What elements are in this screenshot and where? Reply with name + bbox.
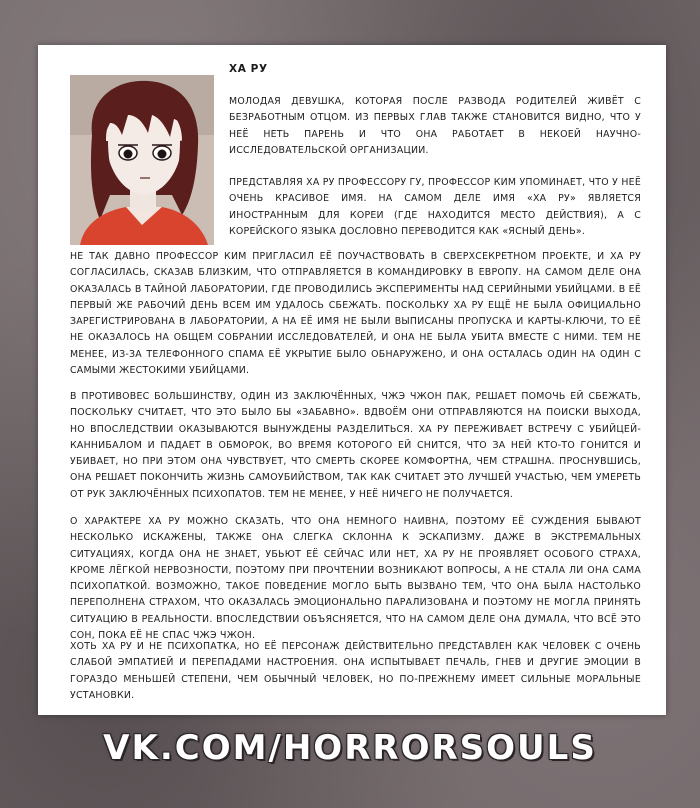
paragraph-project: НЕ ТАК ДАВНО ПРОФЕССОР КИМ ПРИГЛАСИЛ ЕЁ ПОУЧАСТВОВАТЬ В СВЕРХСЕКРЕТНОМ ПРОЕКТЕ, И ХА РУ СОГЛАСИЛАСЬ, СКАЗАВ БЛИЗКИМ, ЧТО ОТПРАВЛЯЕТСЯ В КОМАНДИРОВКУ В ЕВРОПУ. НА САМОМ ДЕЛЕ ОНА ОКАЗАЛАСЬ В ТАЙНОЙ ЛАБОРАТОРИИ, ГДЕ ПРОВОДИЛИСЬ ЭКСПЕРИМЕНТЫ НАД СЕРИЙНЫМИ УБИЙЦАМИ. В ЕЁ ПЕРВЫЙ ЖЕ РАБОЧИЙ ДЕНЬ ВСЕМ ИМ УДАЛОСЬ СБЕЖАТЬ. ПОСКОЛЬКУ ХА РУ ЕЩЁ НЕ БЫЛА ОФИЦИАЛЬНО ЗАРЕГИСТРИРОВАНА В ЛАБОРАТОРИИ, А НА ЕЁ ИМЯ НЕ БЫЛИ ВЫПИСАНЫ ПРОПУСКА И КАРТЫ-КЛЮЧИ, ТО ЕЁ НЕ ОКАЗАЛОСЬ НА ОБЩЕМ СОБРАНИИ ИССЛЕДОВАТЕЛЕЙ, И ОНА НЕ БЫЛА УБИТА ВМЕСТЕ С НИМИ. ТЕМ НЕ МЕНЕЕ, ИЗ-ЗА ТЕЛЕФОННОГО СПАМА ЕЁ УКРЫТИЕ БЫЛО ОБНАРУЖЕНО, И ОНА ОСТАЛАСЬ ОДИН НА ОДИН С САМЫМИ ЖЕСТОКИМИ УБИЙЦАМИ. xyxy=(70,251,641,377)
character-portrait xyxy=(70,75,214,245)
paragraph-empathy: ХОТЬ ХА РУ И НЕ ПСИХОПАТКА, НО ЕЁ ПЕРСОНАЖ ДЕЙСТВИТЕЛЬНО ПРЕДСТАВЛЕН КАК ЧЕЛОВЕК С ОЧЕНЬ СЛАБОЙ ЭМПАТИЕЙ И ПЕРЕПАДАМИ НАСТРОЕНИЯ. ОНА ИСПЫТЫВАЕТ ПЕЧАЛЬ, ГНЕВ И ДРУГИЕ ЭМОЦИИ В ГОРАЗДО МЕНЬШЕЙ СТЕПЕНИ, ЧЕМ ОБЫЧНЫЙ ЧЕЛОВЕК, НО ПО-ПРЕЖНЕМУ ИМЕЕТ СИЛЬНЫЕ МОРАЛЬНЫЕ УСТАНОВКИ. xyxy=(70,641,641,701)
character-name-heading: ХА РУ xyxy=(229,63,268,75)
paragraph-character: О ХАРАКТЕРЕ ХА РУ МОЖНО СКАЗАТЬ, ЧТО ОНА НЕМНОГО НАИВНА, ПОЭТОМУ ЕЁ СУЖДЕНИЯ БЫВАЮТ НЕСКОЛЬКО ИСКАЖЕНЫ, ТАКЖЕ ОНА СЛЕГКА СКЛОННА К ЭСКАПИЗМУ. ДАЖЕ В ЭКСТРЕМАЛЬНЫХ СИТУАЦИЯХ, КОГДА ОНА НЕ ЗНАЕТ, УБЬЮТ ЕЁ СЕЙЧАС ИЛИ НЕТ, ХА РУ НЕ ПРОЯВЛЯЕТ ОСОБОГО СТРАХА, КРОМЕ ЛЁГКОЙ НЕРВОЗНОСТИ, ПОЭТОМУ ПРИ ПРОЧТЕНИИ ВОЗНИКАЮТ ВОПРОСЫ, А НЕ СТАЛА ЛИ ОНА САМА ПСИХОПАТКОЙ. ВОЗМОЖНО, ТАКОЕ ПОВЕДЕНИЕ МОГЛО БЫТЬ ВЫЗВАНО ТЕМ, ЧТО ОНА БЫЛА НАСТОЛЬКО ПЕРЕПОЛНЕНА СТРАХОМ, ЧТО ОКАЗАЛАСЬ ЭМОЦИОНАЛЬНО ПАРАЛИЗОВАНА И ПОЭТОМУ НЕ МОГЛА ПРИНЯТЬ СИТУАЦИЮ В РЕАЛЬНОСТИ. ВПОСЛЕДСТВИИ ОБЪЯСНЯЕТСЯ, ЧТО НА САМОМ ДЕЛЕ ОНА ДУМАЛА, ЧТО ВСЁ ЭТО СОН, ПОКА ЕЁ НЕ СПАС ЧЖЭ ЧЖОН. xyxy=(70,516,641,642)
paragraph-escape: В ПРОТИВОВЕС БОЛЬШИНСТВУ, ОДИН ИЗ ЗАКЛЮЧЁННЫХ, ЧЖЭ ЧЖОН ПАК, РЕШАЕТ ПОМОЧЬ ЕЙ СБЕЖАТЬ, ПОСКОЛЬКУ СЧИТАЕТ, ЧТО ЭТО БЫЛО БЫ «ЗАБАВНО». ВДВОЁМ ОНИ ОТПРАВЛЯЮТСЯ НА ПОИСКИ ВЫХОДА, НО ВПОСЛЕДСТВИИ ОКАЗЫВАЮТСЯ ВЫНУЖДЕНЫ РАЗДЕЛИТЬСЯ. ХА РУ ПЕРЕЖИВАЕТ ВСТРЕЧУ С УБИЙЦЕЙ-КАННИБАЛОМ И ПАДАЕТ В ОБМОРОК, ВО ВРЕМЯ КОТОРОГО ЕЙ СНИТСЯ, ЧТО ЗА НЕЙ КТО-ТО ГОНИТСЯ И УБИВАЕТ, НО ПРИ ЭТОМ ОНА ЧУВСТВУЕТ, ЧТО СМЕРТЬ СКОРЕЕ КОМФОРТНА, ЧЕМ СТРАШНА. ПРОСНУВШИСЬ, ОНА РЕШАЕТ ПОКОНЧИТЬ ЖИЗНЬ САМОУБИЙСТВОМ, ТАК КАК СЧИТАЕТ ЭТО ЛУЧШЕЙ УЧАСТЬЮ, ЧЕМ УМЕРЕТЬ ОТ РУК ЗАКЛЮЧЁННЫХ ПСИХОПАТОВ. ТЕМ НЕ МЕНЕЕ, У НЕЁ НИЧЕГО НЕ ПОЛУЧАЕТСЯ. xyxy=(70,391,641,500)
paragraph-name-meaning: ПРЕДСТАВЛЯЯ ХА РУ ПРОФЕССОРУ ГУ, ПРОФЕССОР КИМ УПОМИНАЕТ, ЧТО У НЕЁ ОЧЕНЬ КРАСИВОЕ ИМЯ. НА САМОМ ДЕЛЕ ИМЯ «ХА РУ» ЯВЛЯЕТСЯ ИНОСТРАННЫМ ДЛЯ КОРЕИ (ГДЕ НАХОДИТСЯ МЕСТО ДЕЙСТВИЯ), А С КОРЕЙСКОГО ЯЗЫКА ДОСЛОВНО ПЕРЕВОДИТСЯ КАК «ЯСНЫЙ ДЕНЬ». xyxy=(229,177,641,237)
character-card xyxy=(38,45,666,715)
character-portrait-illustration xyxy=(70,75,214,245)
watermark-link: VK.COM/HORRORSOULS xyxy=(103,728,597,768)
paragraph-intro: МОЛОДАЯ ДЕВУШКА, КОТОРАЯ ПОСЛЕ РАЗВОДА РОДИТЕЛЕЙ ЖИВЁТ С БЕЗРАБОТНЫМ ОТЦОМ. ИЗ ПЕРВЫХ ГЛАВ ТАКЖЕ СТАНОВИТСЯ ВИДНО, ЧТО У НЕЁ НЕТЬ ПАРЕНЬ И ЧТО ОНА РАБОТАЕТ В НЕКОЕЙ НАУЧНО-ИССЛЕДОВАТЕЛЬСКОЙ ОРГАНИЗАЦИИ. xyxy=(229,96,641,156)
